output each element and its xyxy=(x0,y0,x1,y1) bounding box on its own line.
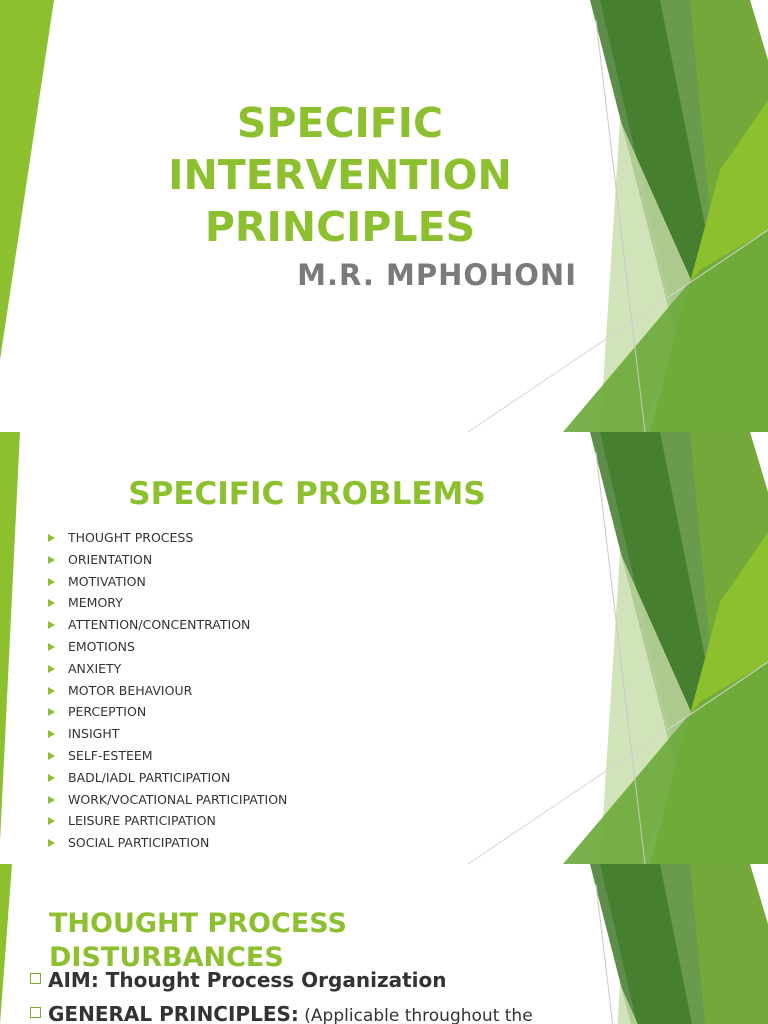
triangle-bullet-icon xyxy=(48,796,55,804)
triangle-bullet-icon xyxy=(48,556,55,564)
list-item: SOCIAL PARTICIPATION xyxy=(48,832,287,854)
list-item: ANXIETY xyxy=(48,658,287,680)
presentation-title: SPECIFIC INTERVENTION PRINCIPLES xyxy=(168,99,512,251)
slide-2 xyxy=(0,432,768,864)
triangle-bullet-icon xyxy=(48,621,55,629)
square-bullet-icon xyxy=(30,973,41,984)
problem-list xyxy=(48,527,287,854)
list-item: LEISURE PARTICIPATION xyxy=(48,810,287,832)
slide-title: SPECIFIC PROBLEMS xyxy=(128,476,486,512)
triangle-bullet-icon xyxy=(48,730,55,738)
principles-bullet: GENERAL PRINCIPLES: (Applicable throughout the xyxy=(30,1002,533,1024)
aim-bullet: AIM: Thought Process Organization xyxy=(30,968,446,992)
triangle-bullet-icon xyxy=(48,665,55,673)
list-item: EMOTIONS xyxy=(48,636,287,658)
list-item: MOTOR BEHAVIOUR xyxy=(48,680,287,702)
list-item: WORK/VOCATIONAL PARTICIPATION xyxy=(48,789,287,811)
list-item: THOUGHT PROCESS xyxy=(48,527,287,549)
slide-3 xyxy=(0,864,768,1024)
list-item: BADL/IADL PARTICIPATION xyxy=(48,767,287,789)
list-item: PERCEPTION xyxy=(48,701,287,723)
triangle-bullet-icon xyxy=(48,534,55,542)
triangle-bullet-icon xyxy=(48,687,55,695)
list-item: ATTENTION/CONCENTRATION xyxy=(48,614,287,636)
triangle-bullet-icon xyxy=(48,708,55,716)
list-item: ORIENTATION xyxy=(48,549,287,571)
triangle-bullet-icon xyxy=(48,643,55,651)
slide-1 xyxy=(0,0,768,432)
presenter-name: M.R. MPHOHONI xyxy=(297,258,577,292)
list-item: MEMORY xyxy=(48,592,287,614)
triangle-bullet-icon xyxy=(48,817,55,825)
triangle-bullet-icon xyxy=(48,578,55,586)
triangle-bullet-icon xyxy=(48,752,55,760)
triangle-bullet-icon xyxy=(48,839,55,847)
list-item: INSIGHT xyxy=(48,723,287,745)
slide-title: THOUGHT PROCESS DISTURBANCES xyxy=(49,908,347,973)
square-bullet-icon xyxy=(30,1007,41,1018)
list-item: MOTIVATION xyxy=(48,571,287,593)
list-item: SELF-ESTEEM xyxy=(48,745,287,767)
triangle-bullet-icon xyxy=(48,774,55,782)
triangle-bullet-icon xyxy=(48,599,55,607)
